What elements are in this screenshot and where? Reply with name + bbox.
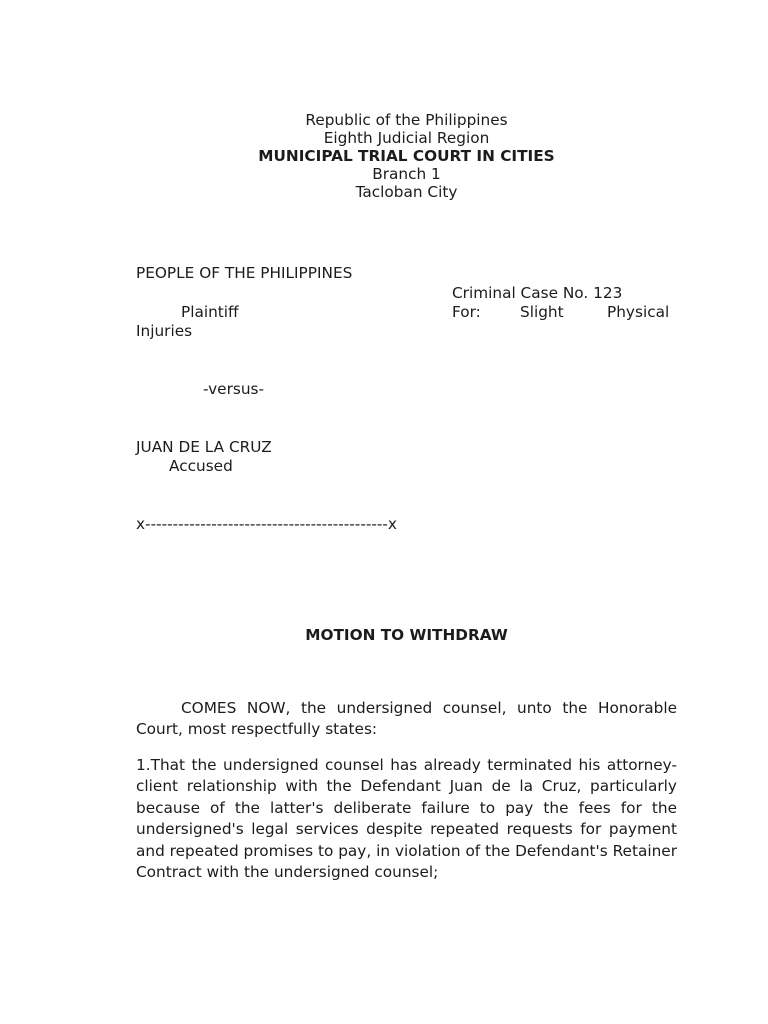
motion-title: MOTION TO WITHDRAW xyxy=(305,626,508,644)
intro-paragraph: COMES NOW, the undersigned counsel, unto the Honorable Court, most respectfully states: xyxy=(136,699,677,739)
plaintiff-name: PEOPLE OF THE PHILIPPINES xyxy=(136,264,353,282)
caption-separator: x--------------------------------------------x xyxy=(136,515,397,533)
court-header xyxy=(136,111,677,201)
accused-role: Accused xyxy=(169,457,233,475)
charge-for-label: For: xyxy=(452,303,481,321)
case-number: Criminal Case No. 123 xyxy=(452,284,623,302)
header-region: Eighth Judicial Region xyxy=(323,129,490,147)
paragraph-1: 1.That the undersigned counsel has already terminated his attorney-client relationship with the Defendant Juan de la Cruz, particularly because of the latter's deliberate failure to pay the fees for the undersigned's legal services despite repeated requests for payment and repeated promises to pay, in violation of the Defendant's Retainer Contract with the undersigned counsel; xyxy=(136,756,677,882)
header-city: Tacloban City xyxy=(355,183,458,201)
versus-label: -versus- xyxy=(203,380,265,398)
header-court-name: MUNICIPAL TRIAL COURT IN CITIES xyxy=(258,147,555,165)
charge-word-physical: Physical xyxy=(607,303,670,321)
accused-name: JUAN DE LA CRUZ xyxy=(136,438,272,456)
charge-continuation: Injuries xyxy=(136,322,193,340)
charge-word-slight: Slight xyxy=(520,303,564,321)
header-branch: Branch 1 xyxy=(372,165,441,183)
header-republic: Republic of the Philippines xyxy=(305,111,508,129)
plaintiff-role: Plaintiff xyxy=(181,303,239,321)
